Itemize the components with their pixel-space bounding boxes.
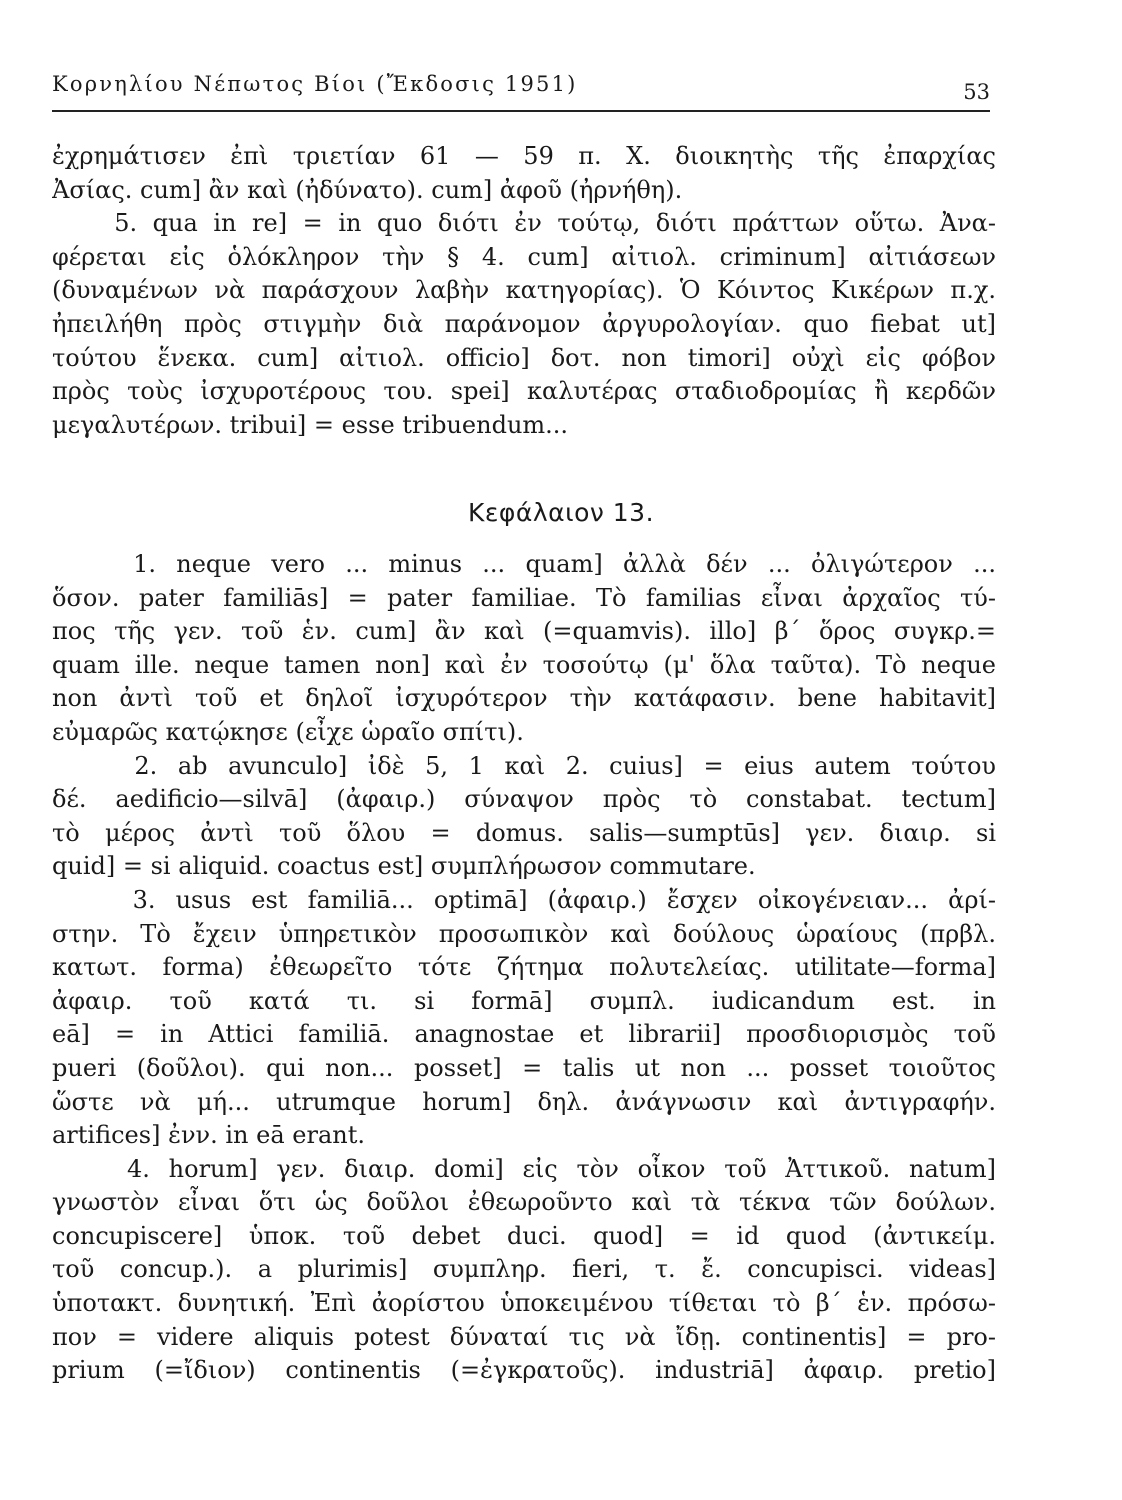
text-line: prium (=ἴδιον) continentis (=ἐγκρατοῦς). industriā] ἀφαιρ. pretio] [52,1356,996,1385]
text-line: (δυναμένων νὰ παράσχουν λαβὴν κατηγορίας). Ὁ Κόιντος Κικέρων π.χ. [52,276,996,305]
header-rule [52,110,990,112]
text-line: πος τῆς γεν. τοῦ ἑν. cum] ἂν καὶ (=quamvis). illo] β΄ ὅρος συγκρ.= [52,617,996,646]
running-title: Κορνηλίου Νέπωτος Βίοι (Ἔκδοσις 1951) [52,72,578,96]
text-line: ἠπειλήθη πρὸς στιγμὴν διὰ παράνομον ἀργυρολογίαν. quo fiebat ut] [52,309,996,338]
text-line: quam ille. neque tamen non] καὶ ἐν τοσούτῳ (μ' ὅλα ταῦτα). Τὸ neque [52,650,996,679]
chapter-heading: Κεφάλαιον 13. [467,498,655,527]
text-line: concupiscere] ὑποκ. τοῦ debet duci. quod] = id quod (ἀντικείμ. [52,1221,996,1250]
text-line: γνωστὸν εἶναι ὅτι ὡς δοῦλοι ἐθεωροῦντο καὶ τὰ τέκνα τῶν δούλων. [52,1188,996,1217]
text-line: 4. horum] γεν. διαιρ. domi] εἰς τὸν οἶκον τοῦ Ἀττικοῦ. natum] [52,1154,996,1183]
text-line: φέρεται εἰς ὁλόκληρον τὴν § 4. cum] αἰτιολ. criminum] αἰτιάσεων [52,242,996,271]
text-line: τούτου ἕνεκα. cum] αἰτιολ. officio] δοτ. non timori] οὐχὶ εἰς φόβον [52,343,996,372]
text-line: ὅσον. pater familiās] = pater familiae. Τὸ familias εἶναι ἀρχαῖος τύ- [52,583,996,612]
text-line: ὥστε νὰ μή... utrumque horum] δηλ. ἀνάγνωσιν καὶ ἀντιγραφήν. [52,1087,996,1116]
page-number: 53 [963,80,990,104]
text-line: 1. neque vero ... minus ... quam] ἀλλὰ δέν ... ὀλιγώτερον ... [52,550,996,578]
commentary-block-1 [52,140,996,442]
text-line: non ἀντὶ τοῦ et δηλοῖ ἰσχυρότερον τὴν κατάφασιν. bene habitavit] [52,684,996,713]
text-line: μεγαλυτέρων. tribui] = esse tribuendum... [52,410,569,439]
text-line: 2. ab avunculo] ἰδὲ 5, 1 καὶ 2. cuius] = eius autem τούτου [52,751,996,780]
text-line: τοῦ concup.). a plurimis] συμπληρ. fieri, τ. ἔ. concupisci. videas] [52,1255,996,1284]
text-line: quid] = si aliquid. coactus est] συμπλήρωσον commutare. [52,852,756,881]
text-line: ὑποτακτ. δυνητική. Ἐπὶ ἀορίστου ὑποκειμένου τίθεται τὸ β΄ ἑν. πρόσω- [52,1289,996,1318]
text-line: 3. usus est familiā... optimā] (ἀφαιρ.) ἔσχεν οἰκογένειαν... ἀρί- [52,885,996,914]
text-line: 5. qua in re] = in quo διότι ἐν τούτῳ, διότι πράττων οὕτω. Ἀνα- [52,209,996,238]
text-line: πρὸς τοὺς ἰσχυροτέρους του. spei] καλυτέρας σταδιοδρομίας ἢ κερδῶν [52,377,996,406]
text-line: τὸ μέρος ἀντὶ τοῦ ὅλου = domus. salis—sumptūs] γεν. διαιρ. si [52,818,996,847]
text-line: artifices] ἐνν. in eā erant. [52,1121,365,1150]
text-line: pueri (δοῦλοι). qui non... posset] = talis ut non ... posset τοιοῦτος [52,1053,996,1082]
text-line: στην. Τὸ ἔχειν ὑπηρετικὸν προσωπικὸν καὶ δούλους ὡραίους (πρβλ. [52,919,996,948]
text-line: ἀφαιρ. τοῦ κατά τι. si formā] συμπλ. iudicandum est. in [52,986,996,1015]
text-line: πον = videre aliquis potest δύναταί τις νὰ ἴδῃ. continentis] = pro- [52,1322,996,1351]
text-line: κατωτ. forma) ἐθεωρεῖτο τότε ζήτημα πολυτελείας. utilitate—forma] [52,953,996,982]
commentary-block-2 [52,548,996,1388]
text-line: eā] = in Attici familiā. anagnostae et librarii] προσδιορισμὸς τοῦ [52,1020,996,1049]
text-line: εὐμαρῶς κατῴκησε (εἶχε ὡραῖο σπίτι). [52,717,524,746]
text-line: ἐχρημάτισεν ἐπὶ τριετίαν 61 — 59 π. Χ. διοικητὴς τῆς ἐπαρχίας [52,142,996,170]
text-line: Ἀσίας. cum] ἂν καὶ (ἠδύνατο). cum] ἀφοῦ (ἠρνήθη). [52,175,683,204]
text-line: δέ. aedificio—silvā] (ἀφαιρ.) σύναψον πρὸς τὸ constabat. tectum] [52,785,996,814]
